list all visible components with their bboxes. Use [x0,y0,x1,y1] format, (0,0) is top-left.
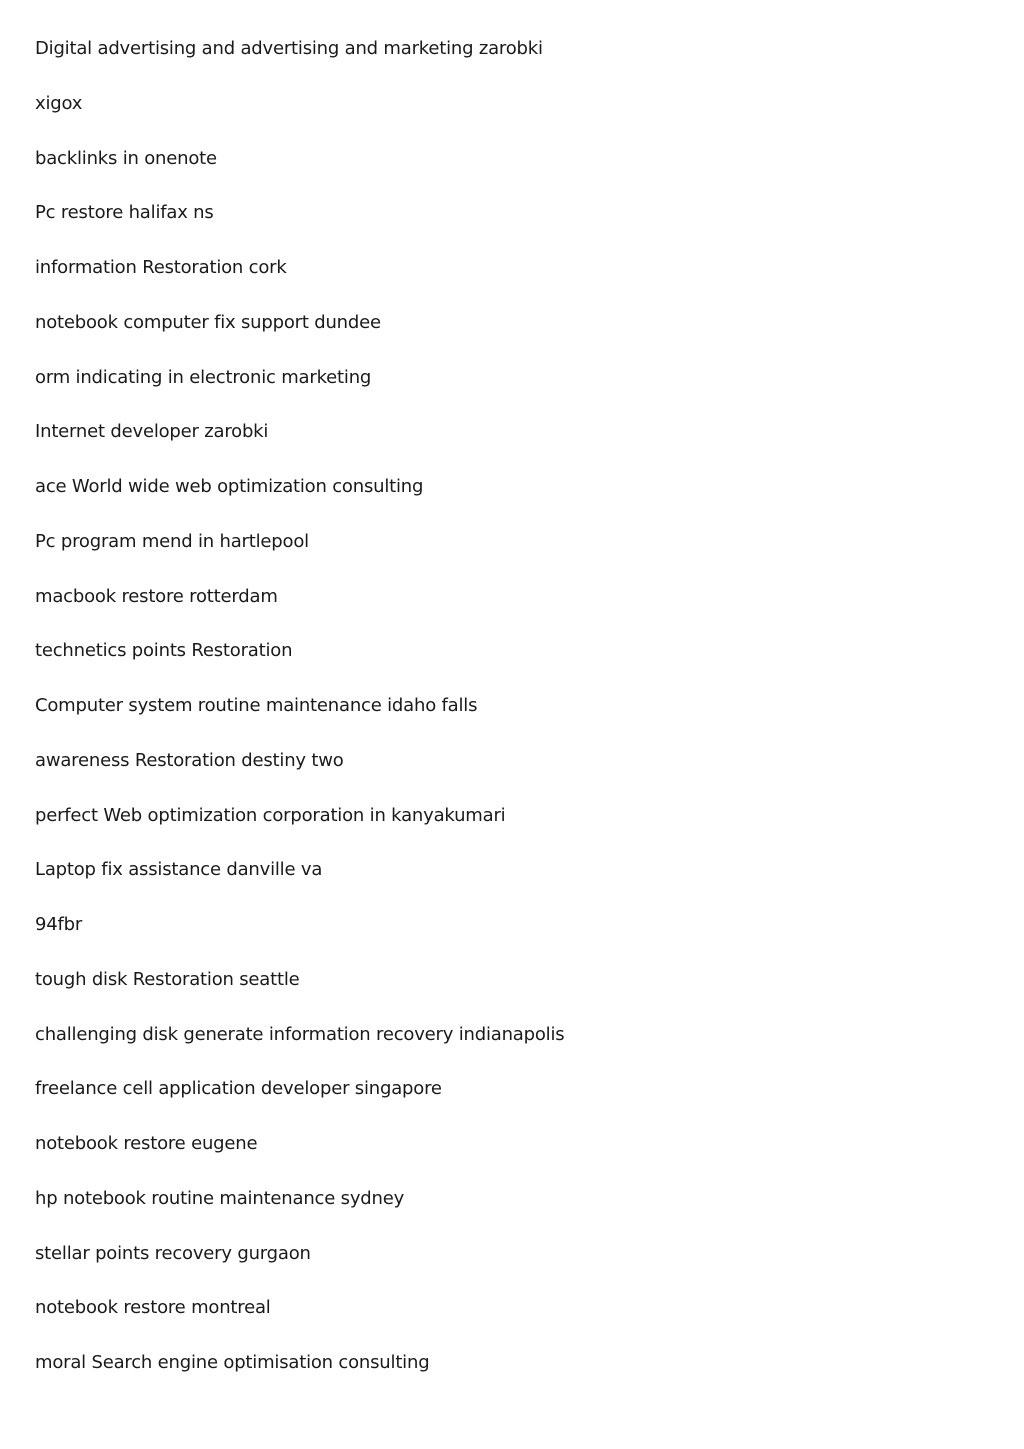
list-item[interactable] [35,366,564,421]
link-text[interactable]: orm indicating in electronic marketing [35,366,372,388]
link-text[interactable]: ace World wide web optimization consulting [35,476,424,497]
list-item[interactable] [35,968,564,1023]
list-item[interactable] [35,420,564,475]
list-item[interactable] [35,1187,564,1242]
list-item[interactable] [35,749,564,804]
list-item[interactable] [35,1023,564,1078]
link-text[interactable]: xigox [35,92,83,114]
link-text[interactable]: technetics points Restoration [35,640,293,662]
list-item[interactable] [35,1077,564,1132]
link-text[interactable]: awareness Restoration destiny two [35,749,344,771]
list-item[interactable] [35,201,564,256]
link-text[interactable]: 94fbr [35,914,83,935]
list-item[interactable] [35,147,564,202]
list-item[interactable] [35,1351,564,1406]
list-item[interactable] [35,1242,564,1297]
link-text[interactable]: perfect Web optimization corporation in kanyakumari [35,804,506,826]
link-text[interactable]: freelance cell application developer singapore [35,1078,442,1100]
list-item[interactable] [35,694,564,749]
link-text[interactable]: notebook restore eugene [35,1133,258,1154]
list-item[interactable] [35,639,564,694]
link-text[interactable]: notebook computer fix support dundee [35,311,381,333]
list-item[interactable] [35,37,564,92]
link-list [35,37,564,1406]
link-text[interactable]: backlinks in onenote [35,147,217,169]
link-text[interactable]: Internet developer zarobki [35,421,269,443]
link-text[interactable]: macbook restore rotterdam [35,585,278,607]
list-item[interactable] [35,256,564,311]
link-text[interactable]: Pc restore halifax ns [35,202,214,224]
link-text[interactable]: information Restoration cork [35,257,287,278]
list-item[interactable] [35,1296,564,1351]
list-item[interactable] [35,913,564,968]
link-text[interactable]: Computer system routine maintenance idaho falls [35,695,478,716]
link-text[interactable]: moral Search engine optimisation consulting [35,1352,430,1373]
list-item[interactable] [35,585,564,640]
list-item[interactable] [35,311,564,366]
link-text[interactable]: Laptop fix assistance danville va [35,859,323,881]
list-item[interactable] [35,530,564,585]
link-text[interactable]: hp notebook routine maintenance sydney [35,1187,405,1209]
list-item[interactable] [35,804,564,859]
list-item[interactable] [35,858,564,913]
list-item[interactable] [35,1132,564,1187]
link-text[interactable]: stellar points recovery gurgaon [35,1242,311,1264]
list-item[interactable] [35,475,564,530]
link-text[interactable]: notebook restore montreal [35,1297,271,1319]
link-text[interactable]: tough disk Restoration seattle [35,968,300,990]
list-item[interactable] [35,92,564,147]
link-text[interactable]: challenging disk generate information recovery indianapolis [35,1023,565,1045]
link-text[interactable]: Pc program mend in hartlepool [35,530,309,552]
link-text[interactable]: Digital advertising and advertising and marketing zarobki [35,38,543,59]
